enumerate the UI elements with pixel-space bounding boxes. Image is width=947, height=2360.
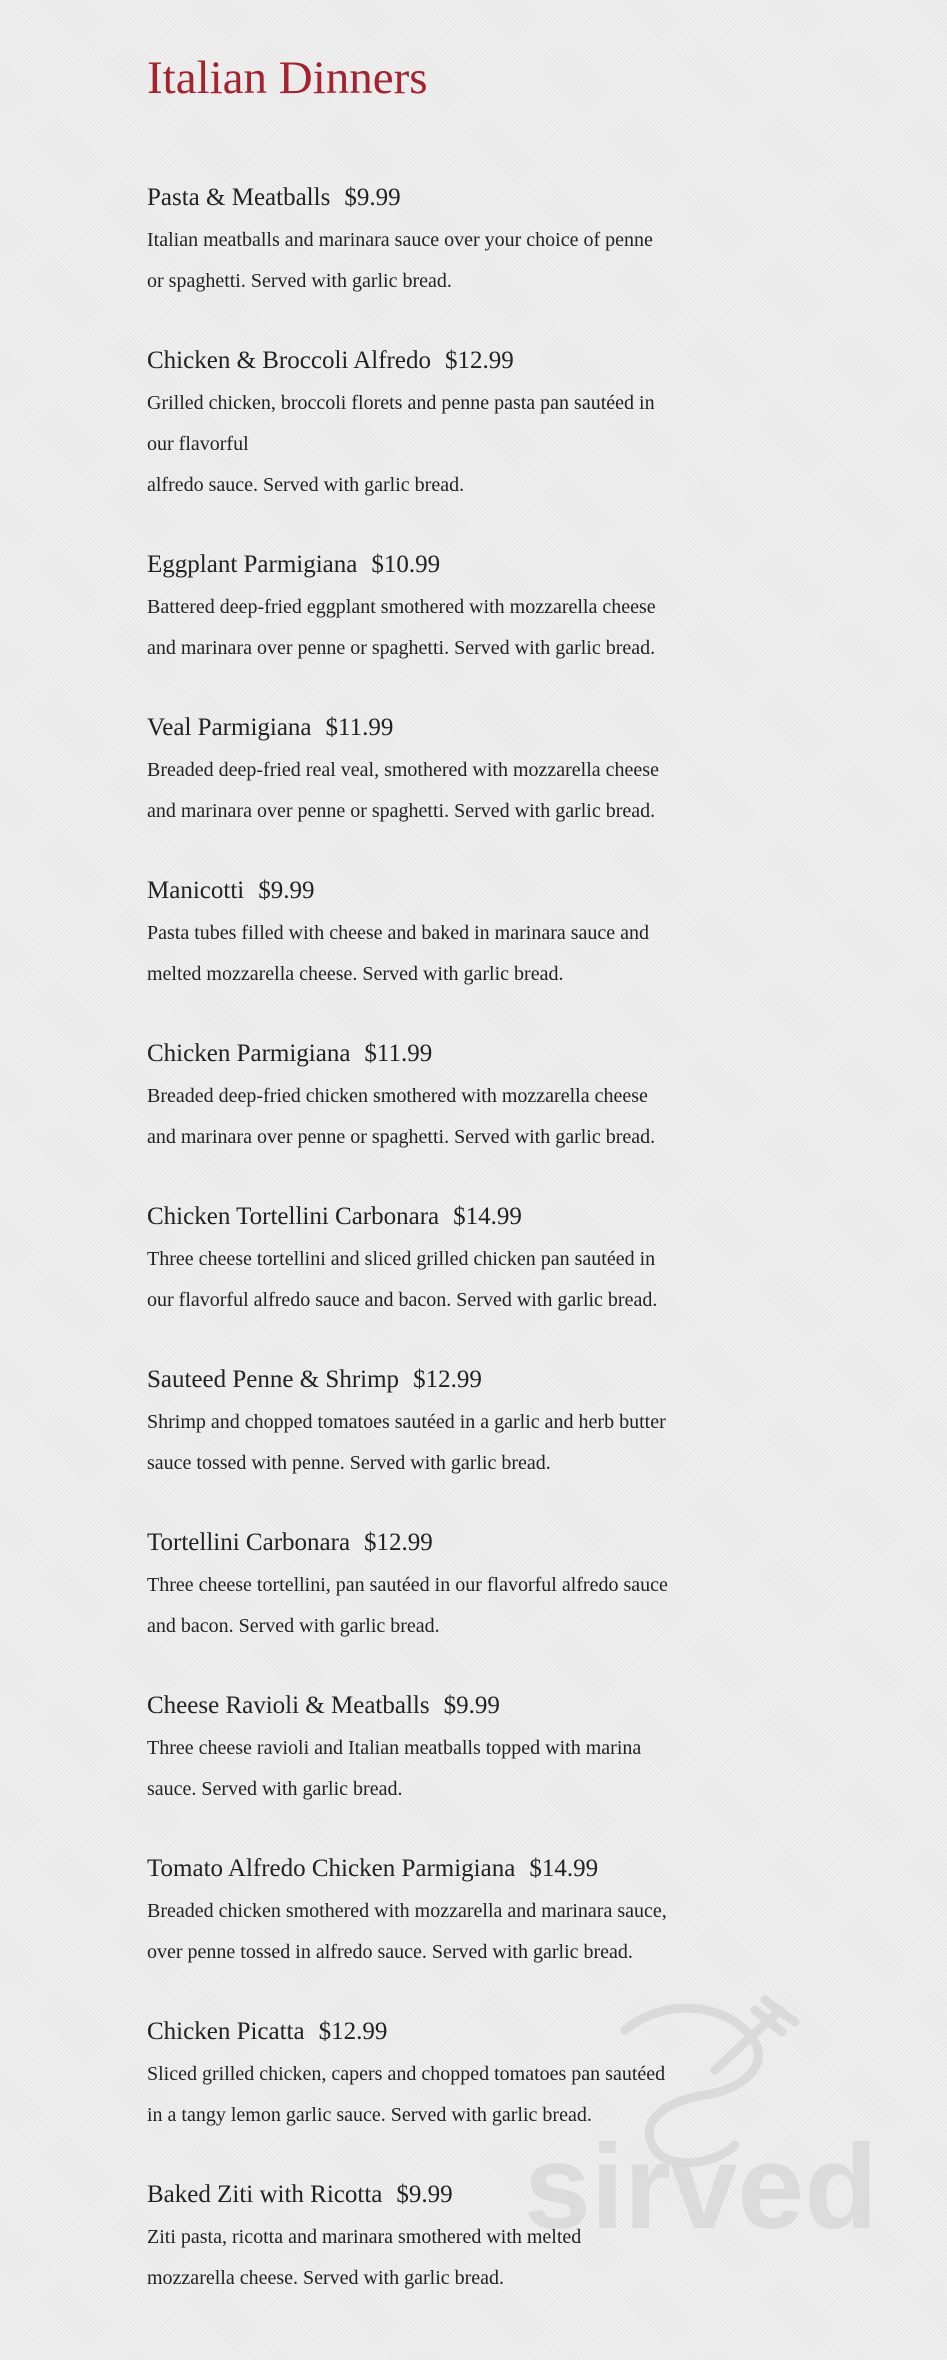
description-line: mozzarella cheese. Served with garlic bread. xyxy=(147,2267,505,2289)
description-line: and marinara over penne or spaghetti. Served with garlic bread. xyxy=(147,800,656,822)
description-line: our flavorful xyxy=(147,433,249,455)
menu-item-heading xyxy=(147,345,767,377)
menu-item-heading xyxy=(147,182,767,214)
description-line: alfredo sauce. Served with garlic bread. xyxy=(147,474,465,496)
menu-item-description xyxy=(147,1565,767,1647)
menu-item-heading xyxy=(147,1038,767,1070)
description-line: and marinara over penne or spaghetti. Served with garlic bread. xyxy=(147,637,656,659)
menu-item-heading xyxy=(147,1201,767,1233)
menu-item-description xyxy=(147,2217,767,2299)
menu-item-heading xyxy=(147,1690,767,1722)
menu-item xyxy=(147,712,767,832)
menu-item-description xyxy=(147,1728,767,1810)
menu-item xyxy=(147,1690,767,1810)
menu-item-heading xyxy=(147,549,767,581)
menu-item-price: $10.99 xyxy=(371,551,441,578)
description-line: Sliced grilled chicken, capers and chopped tomatoes pan sautéed xyxy=(147,2063,666,2085)
menu-item-description xyxy=(147,1891,767,1973)
menu-item-name: Chicken Tortellini Carbonara xyxy=(147,1203,440,1230)
description-line: Ziti pasta, ricotta and marinara smothered with melted xyxy=(147,2226,582,2248)
menu-item-heading xyxy=(147,2016,767,2048)
description-line: Shrimp and chopped tomatoes sautéed in a garlic and herb butter xyxy=(147,1411,666,1433)
menu-item-name: Pasta & Meatballs xyxy=(147,184,331,211)
description-line: Pasta tubes filled with cheese and baked in marinara sauce and xyxy=(147,922,650,944)
menu-item xyxy=(147,2016,767,2136)
menu-item-description xyxy=(147,750,767,832)
description-line: melted mozzarella cheese. Served with garlic bread. xyxy=(147,963,564,985)
watermark-text: sirved xyxy=(524,2120,878,2250)
menu-item-description xyxy=(147,587,767,669)
menu-item-name: Eggplant Parmigiana xyxy=(147,551,358,578)
menu-item xyxy=(147,1527,767,1647)
menu-item xyxy=(147,1853,767,1973)
menu-item-heading xyxy=(147,712,767,744)
menu-item-name: Chicken Picatta xyxy=(147,2018,305,2045)
description-line: Battered deep-fried eggplant smothered with mozzarella cheese xyxy=(147,596,656,618)
menu-item-name: Cheese Ravioli & Meatballs xyxy=(147,1692,430,1719)
menu-item xyxy=(147,1364,767,1484)
menu-item-description xyxy=(147,1402,767,1484)
menu-item-heading xyxy=(147,2179,767,2211)
menu-item-price: $11.99 xyxy=(364,1040,433,1067)
description-line: over penne tossed in alfredo sauce. Served with garlic bread. xyxy=(147,1941,633,1963)
menu-item-description xyxy=(147,1239,767,1321)
menu-item-price: $12.99 xyxy=(413,1366,482,1393)
description-line: Three cheese ravioli and Italian meatballs topped with marina xyxy=(147,1737,642,1759)
menu-item-description xyxy=(147,2054,767,2136)
description-line: Grilled chicken, broccoli florets and penne pasta pan sautéed in xyxy=(147,392,655,414)
description-line: and bacon. Served with garlic bread. xyxy=(147,1615,440,1637)
menu-item-price: $14.99 xyxy=(529,1855,599,1882)
menu-item-heading xyxy=(147,875,767,907)
description-line: our flavorful alfredo sauce and bacon. Served with garlic bread. xyxy=(147,1289,658,1311)
description-line: or spaghetti. Served with garlic bread. xyxy=(147,270,452,292)
menu-item-description xyxy=(147,1076,767,1158)
menu-item-price: $11.99 xyxy=(325,714,394,741)
menu-item xyxy=(147,2179,767,2299)
description-line: Three cheese tortellini, pan sautéed in our flavorful alfredo sauce xyxy=(147,1574,668,1596)
menu-title: Italian Dinners xyxy=(147,52,428,104)
menu-item-heading xyxy=(147,1364,767,1396)
menu-section xyxy=(147,50,767,2342)
menu-item-name: Chicken & Broccoli Alfredo xyxy=(147,347,431,374)
menu-item-price: $9.99 xyxy=(443,1692,500,1719)
menu-item-name: Sauteed Penne & Shrimp xyxy=(147,1366,400,1393)
menu-item-description xyxy=(147,220,767,302)
description-line: and marinara over penne or spaghetti. Served with garlic bread. xyxy=(147,1126,656,1148)
description-line: Breaded deep-fried chicken smothered with mozzarella cheese xyxy=(147,1085,648,1107)
menu-item xyxy=(147,1201,767,1321)
description-line: sauce tossed with penne. Served with garlic bread. xyxy=(147,1452,551,1474)
menu-item-price: $9.99 xyxy=(344,184,401,211)
description-line: Breaded chicken smothered with mozzarella and marinara sauce, xyxy=(147,1900,667,1922)
description-line: Italian meatballs and marinara sauce over your choice of penne xyxy=(147,229,653,251)
description-line: in a tangy lemon garlic sauce. Served with garlic bread. xyxy=(147,2104,592,2126)
menu-item-price: $12.99 xyxy=(364,1529,433,1556)
menu-item-list xyxy=(147,182,767,2299)
menu-item xyxy=(147,549,767,669)
description-line: sauce. Served with garlic bread. xyxy=(147,1778,403,1800)
menu-item-name: Chicken Parmigiana xyxy=(147,1040,351,1067)
menu-item-price: $9.99 xyxy=(258,877,315,904)
menu-item-price: $9.99 xyxy=(396,2181,453,2208)
menu-item-name: Baked Ziti with Ricotta xyxy=(147,2181,383,2208)
menu-item xyxy=(147,345,767,506)
menu-item-price: $12.99 xyxy=(444,347,514,374)
menu-item-description xyxy=(147,913,767,995)
menu-item-name: Veal Parmigiana xyxy=(147,714,312,741)
menu-item xyxy=(147,875,767,995)
menu-item xyxy=(147,182,767,302)
description-line: Breaded deep-fried real veal, smothered with mozzarella cheese xyxy=(147,759,659,781)
menu-item-name: Tomato Alfredo Chicken Parmigiana xyxy=(147,1855,516,1882)
menu-item-price: $12.99 xyxy=(318,2018,388,2045)
menu-item-heading xyxy=(147,1853,767,1885)
menu-item xyxy=(147,1038,767,1158)
menu-item-heading xyxy=(147,1527,767,1559)
menu-item-price: $14.99 xyxy=(453,1203,522,1230)
menu-item-name: Tortellini Carbonara xyxy=(147,1529,351,1556)
menu-item-name: Manicotti xyxy=(147,877,245,904)
menu-item-description xyxy=(147,383,767,506)
description-line: Three cheese tortellini and sliced grilled chicken pan sautéed in xyxy=(147,1248,656,1270)
